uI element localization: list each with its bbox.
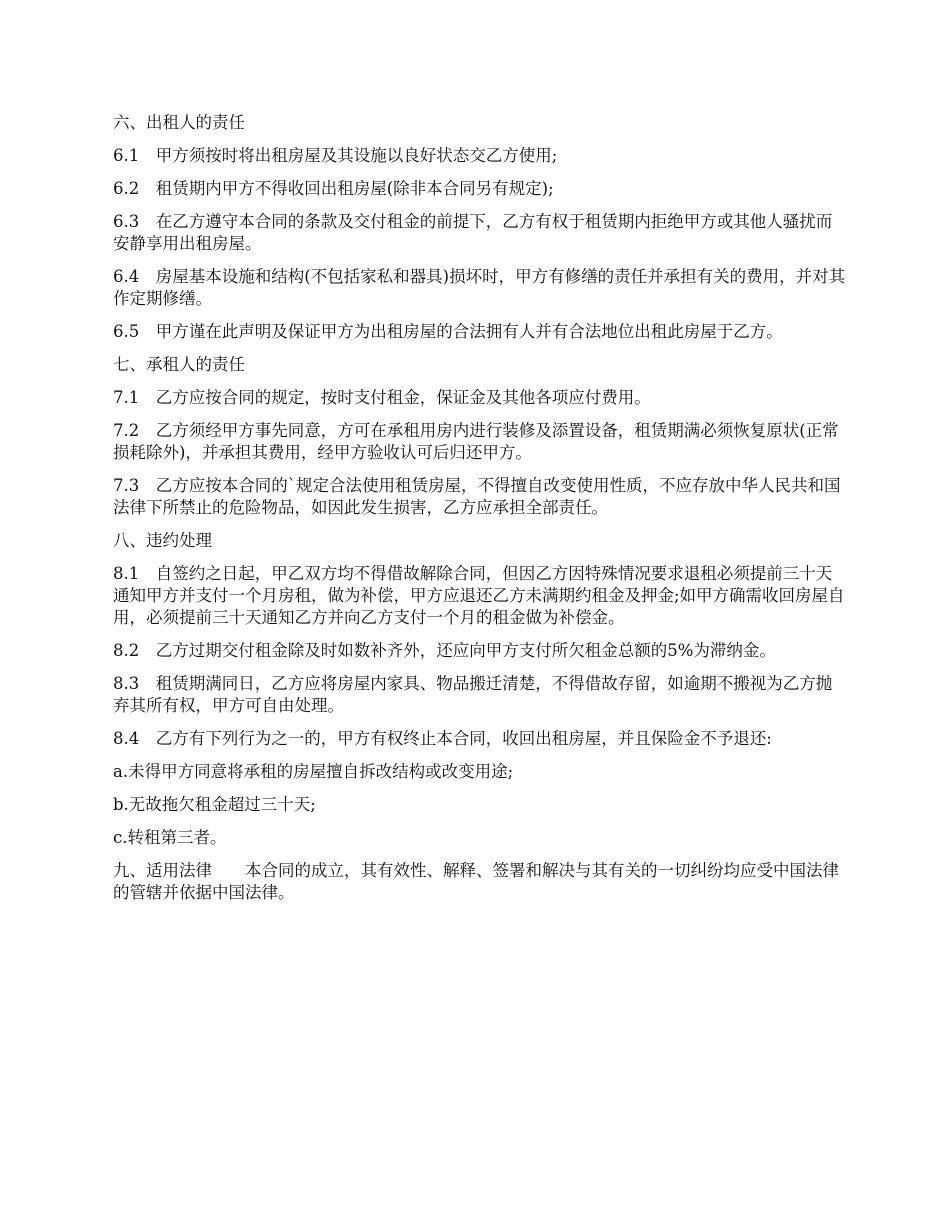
clause-8-2: 8.2 乙方过期交付租金除及时如数补齐外，还应向甲方支付所欠租金总额的5%为滞纳金。 xyxy=(113,641,776,660)
clause-6-5: 6.5 甲方谨在此声明及保证甲方为出租房屋的合法拥有人并有合法地位出租此房屋于乙方。 xyxy=(113,322,783,341)
section-heading-lessee-responsibilities: 七、承租人的责任 xyxy=(113,355,245,374)
clause-6-2: 6.2 租赁期内甲方不得收回出租房屋(除非本合同另有规定); xyxy=(113,179,554,198)
clause-6-4: 6.4 房屋基本设施和结构(不包括家私和器具)损坏时，甲方有修缮的责任并承担有关的费用，并对其作定期修缮。 xyxy=(113,267,846,308)
section-heading-lessor-responsibilities: 六、出租人的责任 xyxy=(113,113,245,132)
clause-7-3: 7.3 乙方应按本合同的`规定合法使用租赁房屋，不得擅自改变使用性质，不应存放中华人民共和国法律下所禁止的危险物品，如因此发生损害，乙方应承担全部责任。 xyxy=(113,476,841,517)
document-body xyxy=(113,112,848,915)
clause-8-4-item-b: b.无故拖欠租金超过三十天; xyxy=(113,795,316,814)
clause-8-3: 8.3 租赁期满同日，乙方应将房屋内家具、物品搬迁清楚，不得借故存留，如逾期不搬视为乙方抛弃其所有权，甲方可自由处理。 xyxy=(113,674,833,715)
clause-7-2: 7.2 乙方须经甲方事先同意，方可在承租用房内进行装修及添置设备，租赁期满必须恢复原状(正常损耗除外)，并承担其费用，经甲方验收认可后归还甲方。 xyxy=(113,421,839,462)
clause-8-1: 8.1 自签约之日起，甲乙双方均不得借故解除合同，但因乙方因特殊情况要求退租必须提前三十天通知甲方并支付一个月房租，做为补偿，甲方应退还乙方未满期约租金及押金;如甲方确需收回房屋自用，必须提前三十天通知乙方并向乙方支付一个月的租金做为补偿金。 xyxy=(113,564,845,627)
clause-8-4-item-a: a.未得甲方同意将承租的房屋擅自拆改结构或改变用途; xyxy=(113,762,514,781)
clause-6-1: 6.1 甲方须按时将出租房屋及其设施以良好状态交乙方使用; xyxy=(113,146,558,165)
clause-7-1: 7.1 乙方应按合同的规定，按时支付租金，保证金及其他各项应付费用。 xyxy=(113,388,651,407)
clause-6-3: 6.3 在乙方遵守本合同的条款及交付租金的前提下，乙方有权于租赁期内拒绝甲方或其他人骚扰而安静享用出租房屋。 xyxy=(113,212,833,253)
clause-8-4: 8.4 乙方有下列行为之一的，甲方有权终止本合同，收回出租房屋，并且保险金不予退还: xyxy=(113,729,772,748)
section-heading-breach-handling: 八、违约处理 xyxy=(113,531,212,550)
section-governing-law: 九、适用法律 本合同的成立，其有效性、解释、签署和解决与其有关的一切纠纷均应受中国法律的管辖并依据中国法律。 xyxy=(113,861,839,902)
clause-8-4-item-c: c.转租第三者。 xyxy=(113,828,227,847)
